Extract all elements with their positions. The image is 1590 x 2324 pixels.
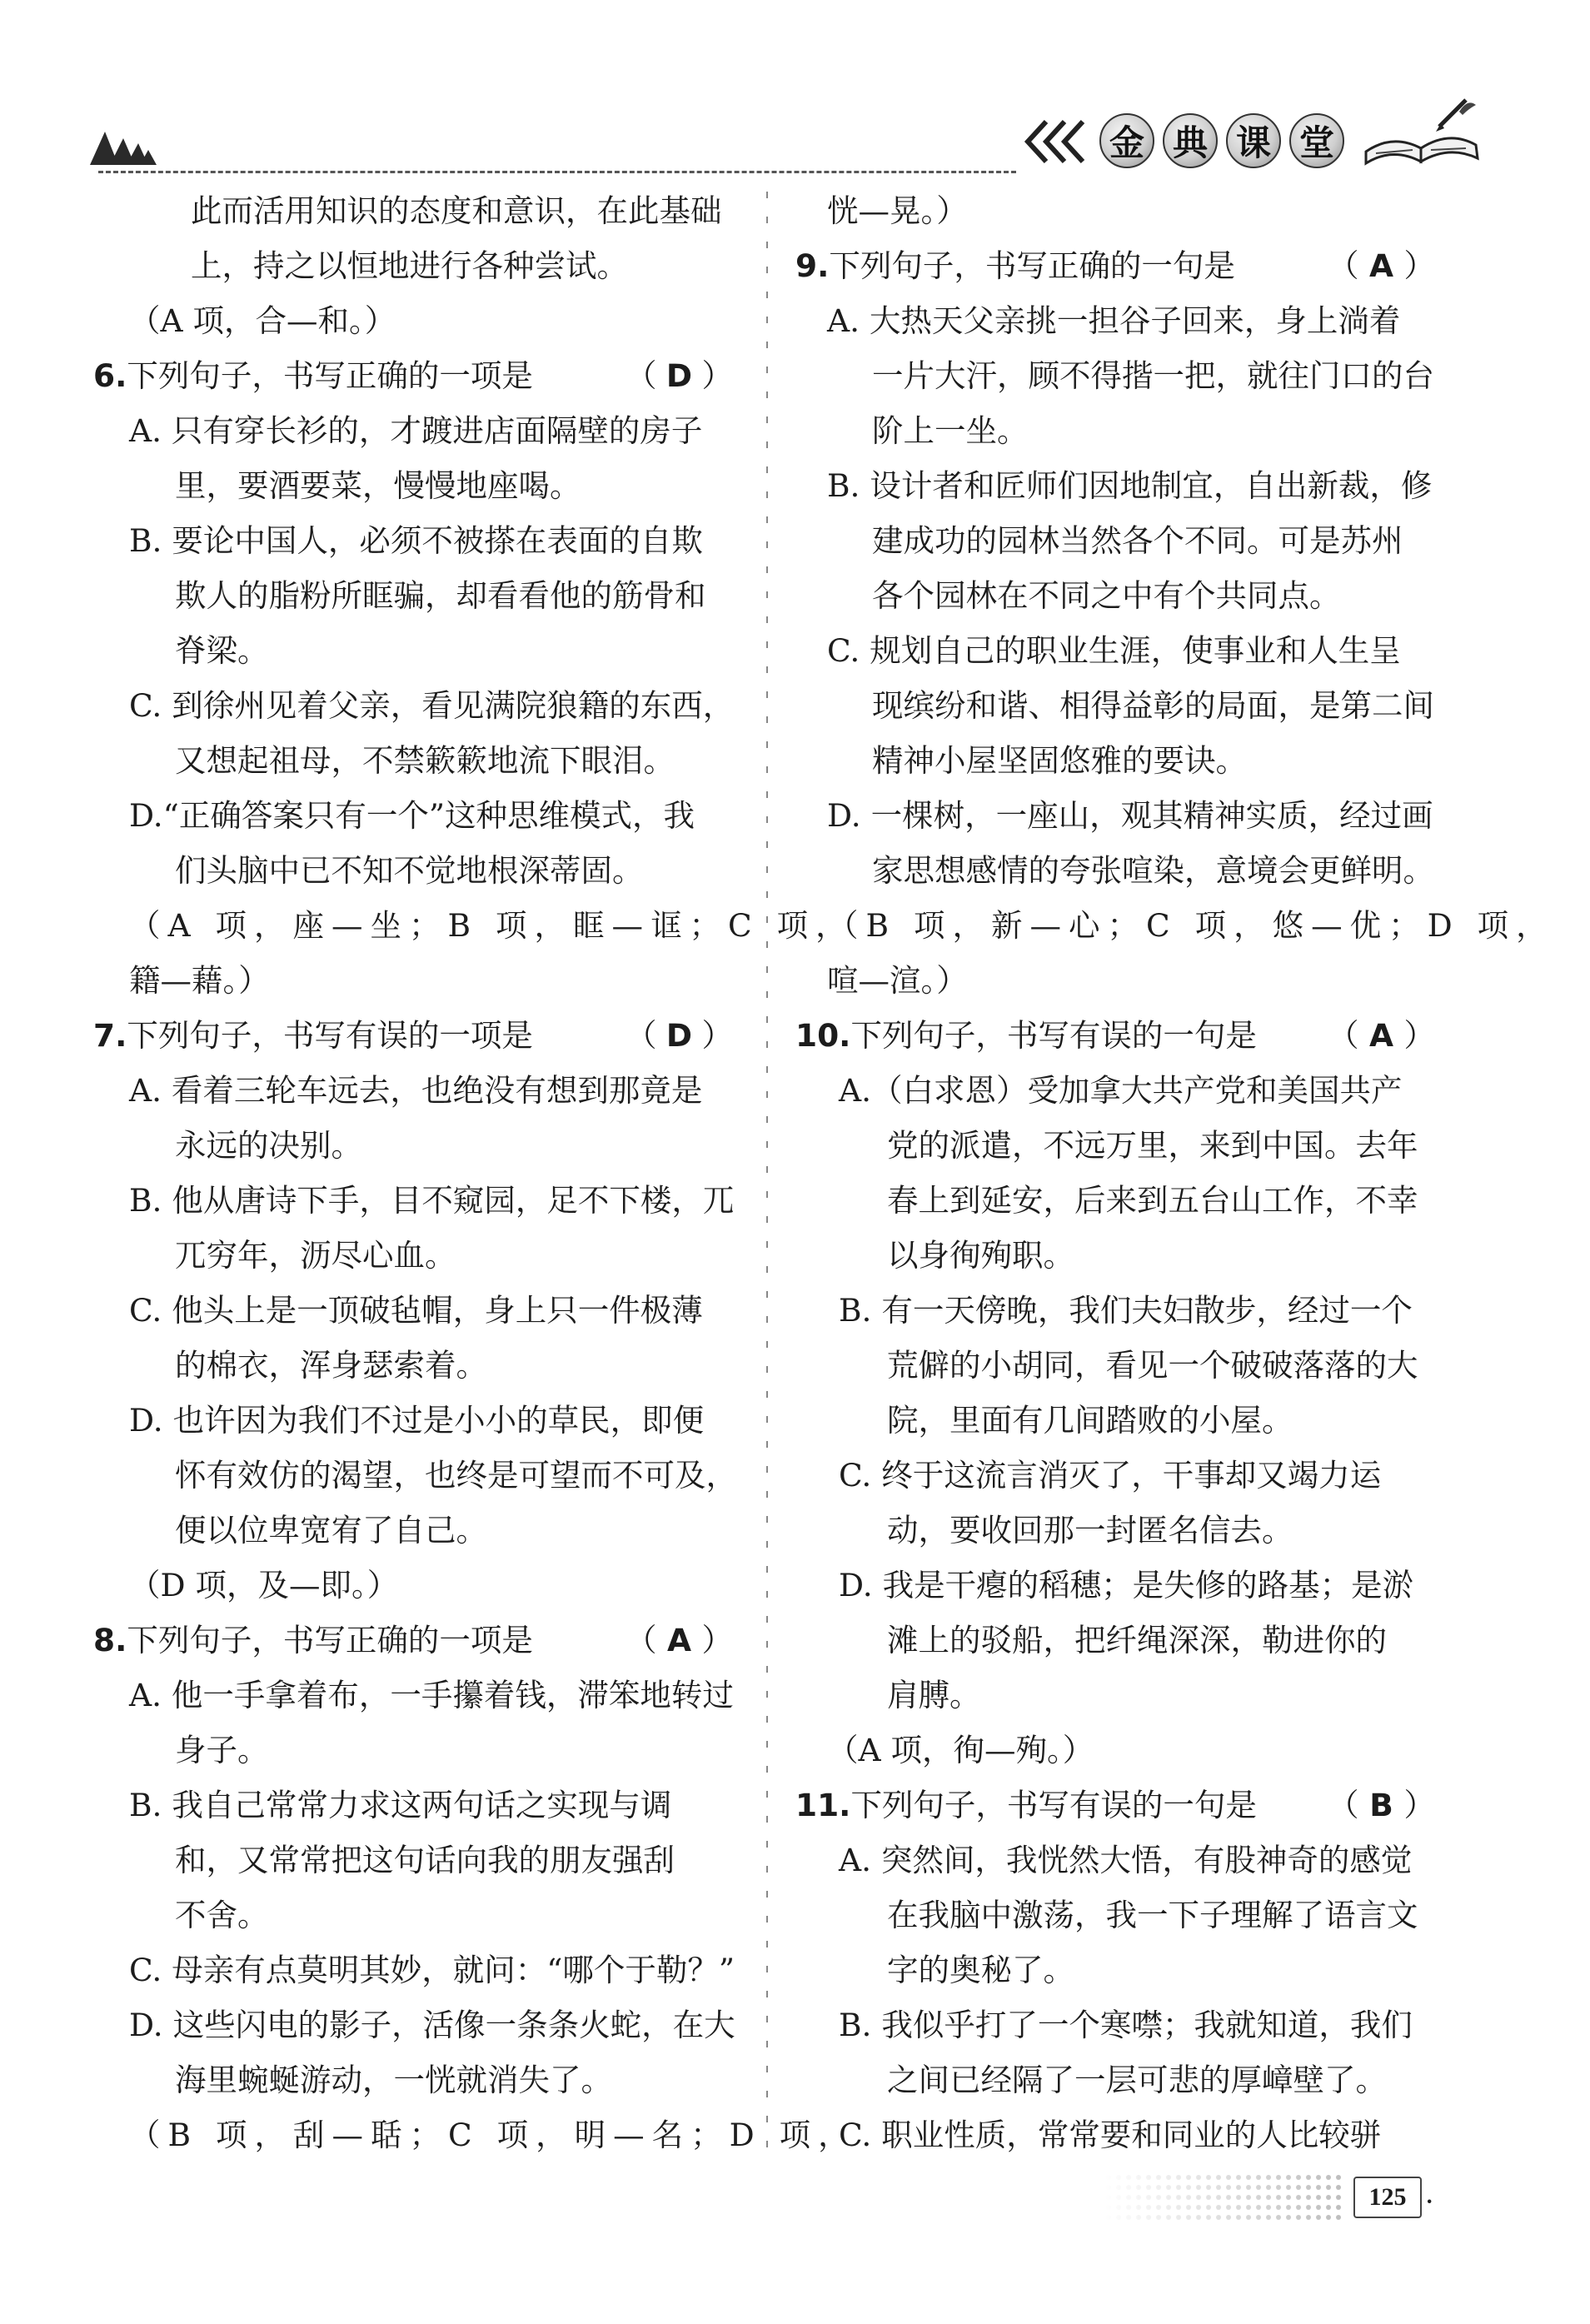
question-number: 10. (795, 1017, 851, 1054)
option-d-cont: 便以位卑宽宥了自己。 (175, 1512, 487, 1549)
question-number: 6. (93, 357, 127, 394)
answer-letter: A (1368, 1017, 1394, 1054)
question-10-stem (795, 1008, 1445, 1063)
option-c-cont: 现缤纷和谐、相得益彰的局面，是第二间 (872, 687, 1434, 724)
brand-char: 堂 (1289, 113, 1344, 168)
answer-letter: A (666, 1622, 692, 1658)
question-number: 7. (93, 1017, 127, 1054)
option-b: B. 他从唐诗下手，目不窥园，足不下楼，兀 (129, 1182, 735, 1219)
option-a-cont: 春上到延安，后来到五台山工作，不幸 (887, 1182, 1418, 1219)
question-stem: 下列句子，书写正确的一项是 (127, 1622, 533, 1658)
option-a-cont: 以身徇殉职。 (887, 1237, 1074, 1274)
question-stem: 下列句子，书写有误的一句是 (850, 1787, 1257, 1823)
question-stem: 下列句子，书写有误的一句是 (850, 1017, 1257, 1054)
option-a: A. 只有穿长衫的，才踱进店面隔壁的房子 (129, 412, 703, 449)
option-b-cont: 荒僻的小胡同，看见一个破破落落的大 (887, 1347, 1418, 1384)
answer-letter: D (665, 357, 693, 394)
question-number: 9. (795, 247, 830, 284)
header-dashed-rule (98, 171, 1016, 173)
option-d-cont: 家思想感情的夸张喧染，意境会更鲜明。 (872, 852, 1434, 889)
option-c: C. 到徐州见着父亲，看见满院狼籍的东西， (129, 687, 735, 724)
option-a-cont: 一片大汗，顾不得揩一把，就往门口的台 (872, 357, 1434, 394)
question-9-stem (795, 238, 1445, 293)
option-b-cont: 脊梁。 (175, 632, 269, 669)
question-stem: 下列句子，书写正确的一项是 (127, 357, 533, 394)
question-7-stem (93, 1008, 743, 1063)
option-a-cont: 永远的决别。 (175, 1127, 362, 1164)
option-b: B. 要论中国人，必须不被搽在表面的自欺 (129, 522, 703, 559)
chevrons-icon (1018, 117, 1094, 167)
option-b: B. 我似乎打了一个寒噤；我就知道，我们 (839, 2007, 1413, 2043)
question-stem: 下列句子，书写正确的一句是 (829, 247, 1235, 284)
option-c: C. 终于这流言消灭了，干事却又竭力运 (839, 1457, 1382, 1494)
option-a-cont: 里，要酒要菜，慢慢地座喝。 (175, 467, 581, 504)
question-6-stem (93, 348, 743, 403)
answer-note: （B 项，刮—聒；C 项，明—名；D 项， (129, 2117, 857, 2153)
answer-note-cont: 恍—晃。） (827, 192, 968, 229)
answer-bracket: （ A ） (626, 1613, 743, 1668)
question-stem: 下列句子，书写有误的一项是 (127, 1017, 533, 1054)
option-b-cont: 兀穷年，沥尽心血。 (175, 1237, 456, 1274)
question-number: 11. (795, 1787, 851, 1823)
answer-letter: D (665, 1017, 693, 1054)
option-a-cont: 阶上一坐。 (872, 412, 1029, 449)
option-b-cont: 院，里面有几间踏败的小屋。 (887, 1402, 1293, 1439)
column-divider (760, 192, 775, 2149)
option-d-cont: 肩膊。 (887, 1677, 981, 1713)
option-a-cont: 字的奥秘了。 (887, 1952, 1074, 1988)
option-b: B. 我自己常常力求这两句话之实现与调 (129, 1787, 672, 1823)
option-b-cont: 建成功的园林当然各个不同。可是苏州 (872, 522, 1403, 559)
text-line: 上，持之以恒地进行各种尝试。 (191, 247, 628, 284)
option-b-cont: 不舍。 (175, 1897, 269, 1933)
option-d: D.“正确答案只有一个”这种思维模式，我 (129, 797, 695, 834)
option-b-cont: 和，又常常把这句话向我的朋友强刮 (175, 1842, 675, 1878)
question-number: 8. (93, 1622, 127, 1658)
option-b: B. 设计者和匠师们因地制宜，自出新裁，修 (827, 467, 1433, 504)
answer-bracket: （ D ） (626, 348, 743, 403)
page-header (0, 0, 1590, 192)
answer-note: （A 项，徇—殉。） (827, 1732, 1094, 1768)
option-a-cont: 在我脑中激荡，我一下子理解了语言文 (887, 1897, 1418, 1933)
answer-note-cont: 喧—渲。） (827, 962, 968, 999)
option-c: C. 母亲有点莫明其妙，就问：“哪个于勒？” (129, 1952, 735, 1988)
answer-note: （A 项，座—坐；B 项，眶—诓；C 项， (129, 907, 855, 944)
question-11-stem (795, 1778, 1445, 1833)
answer-bracket: （ B ） (1328, 1778, 1445, 1833)
option-a-cont: 党的派遣，不远万里，来到中国。去年 (887, 1127, 1418, 1164)
option-c: C. 他头上是一顶破毡帽，身上只一件极薄 (129, 1292, 703, 1329)
option-c-cont: 动，要收回那一封匿名信去。 (887, 1512, 1293, 1549)
option-c-cont: 又想起祖母，不禁簌簌地流下眼泪。 (175, 742, 675, 779)
question-8-stem (93, 1613, 743, 1668)
option-d: D. 这些闪电的影子，活像一条条火蛇，在大 (129, 2007, 735, 2043)
option-c-cont: 的棉衣，浑身瑟索着。 (175, 1347, 487, 1384)
option-a: A. 他一手拿着布，一手攥着钱，滞笨地转过 (129, 1677, 734, 1713)
option-a: A. 看着三轮车远去，也绝没有想到那竟是 (129, 1072, 703, 1109)
option-a-cont: 身子。 (175, 1732, 269, 1768)
answer-bracket: （ A ） (1328, 1008, 1445, 1063)
option-b-cont: 之间已经隔了一层可悲的厚嶂壁了。 (887, 2062, 1387, 2098)
answer-note: （B 项，新—心；C 项，悠—优；D 项， (827, 907, 1555, 944)
brand-char: 典 (1163, 113, 1218, 168)
option-d: D. 一棵树，一座山，观其精神实质，经过画 (827, 797, 1433, 834)
answer-letter: B (1369, 1787, 1393, 1823)
text-line: 此而活用知识的态度和意识，在此基础 (191, 192, 722, 229)
answer-note-cont: 籍—藉。） (129, 962, 270, 999)
option-b: B. 有一天傍晚，我们夫妇散步，经过一个 (839, 1292, 1413, 1329)
answer-bracket: （ D ） (626, 1008, 743, 1063)
option-d-cont: 怀有效仿的渴望，也终是可望而不可及， (175, 1457, 737, 1494)
answer-note: （A 项，合—和。） (129, 302, 396, 339)
open-book-icon (1359, 93, 1484, 168)
footer-dot-pattern (1104, 2172, 1345, 2222)
option-d-cont: 海里蜿蜒游动，一恍就消失了。 (175, 2062, 612, 2098)
page-number: 125 (1353, 2177, 1422, 2218)
option-c: C. 规划自己的职业生涯，使事业和人生呈 (827, 632, 1401, 669)
option-c-cont: 精神小屋坚固悠雅的要诀。 (872, 742, 1247, 779)
brand-char: 课 (1226, 113, 1281, 168)
page-number-dot: · (1426, 2189, 1433, 2213)
brand-char: 金 (1099, 113, 1154, 168)
header-triangles-decoration (90, 127, 157, 167)
answer-letter: A (1368, 247, 1394, 284)
option-b-cont: 各个园林在不同之中有个共同点。 (872, 577, 1341, 614)
option-c: C. 职业性质，常常要和同业的人比较骈 (839, 2117, 1382, 2153)
option-b-cont: 欺人的脂粉所眶骗，却看看他的筋骨和 (175, 577, 706, 614)
option-d-cont: 滩上的驳船，把纤绳深深，勒进你的 (887, 1622, 1387, 1658)
option-d: D. 也许因为我们不过是小小的草民，即便 (129, 1402, 705, 1439)
option-d: D. 我是干瘪的稻穗；是失修的路基；是淤 (839, 1567, 1414, 1603)
option-a: A. 大热天父亲挑一担谷子回来，身上淌着 (827, 302, 1401, 339)
brand-title (1099, 113, 1344, 168)
right-column (795, 183, 1555, 2162)
answer-note: （D 项，及—即。） (129, 1567, 399, 1603)
option-a: A.（白求恩）受加拿大共产党和美国共产 (839, 1072, 1403, 1109)
option-d-cont: 们头脑中已不知不觉地根深蒂固。 (175, 852, 644, 889)
answer-bracket: （ A ） (1328, 238, 1445, 293)
option-a: A. 突然间，我恍然大悟，有股神奇的感觉 (839, 1842, 1413, 1878)
